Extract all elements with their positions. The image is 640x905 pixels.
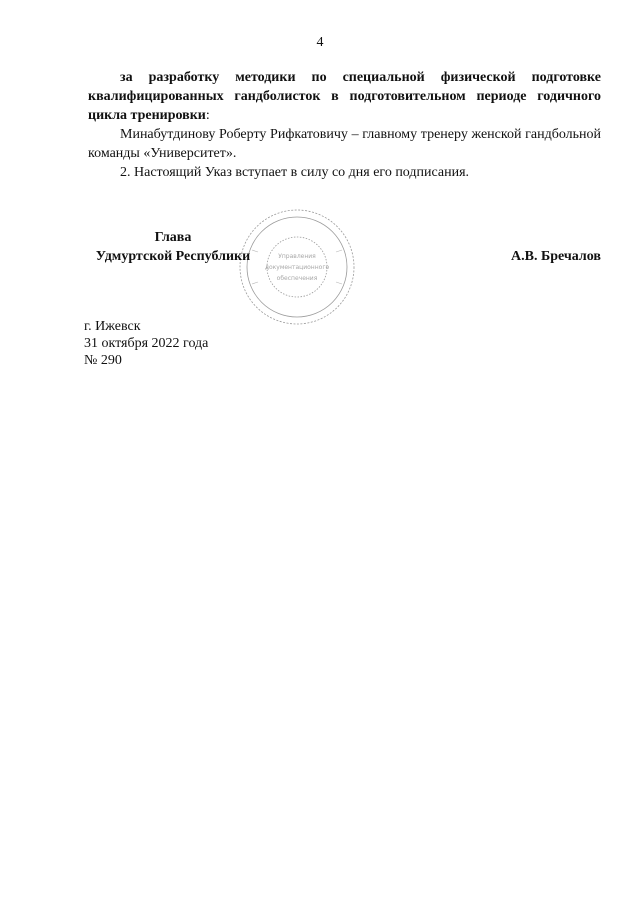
svg-text:обеспечения: обеспечения <box>276 275 318 282</box>
signatory-title <box>88 228 258 266</box>
page-number: 4 <box>316 35 324 50</box>
award-lead-paragraph <box>88 68 601 125</box>
award-lead-bold: за разработку методики по специальной физической подготовке квалифицированных гандболисток в подготовительном периоде годичного цикла тренировки <box>88 70 601 123</box>
footer-city: г. Ижевск <box>84 319 141 334</box>
clause-2-paragraph: 2. Настоящий Указ вступает в силу со дня его подписания. <box>120 165 470 180</box>
signatory-title-line1: Глава <box>154 230 192 245</box>
decree-footer <box>84 318 208 369</box>
signatory-name: А.В. Бречалов <box>511 249 601 264</box>
signatory-title-line2: Удмуртской Республики <box>95 249 251 264</box>
svg-text:Управления: Управления <box>278 253 316 260</box>
footer-number: № 290 <box>84 353 122 368</box>
decree-body <box>88 68 601 182</box>
signature-block <box>88 228 601 278</box>
footer-date: 31 октября 2022 года <box>84 336 209 351</box>
award-lead-suffix: : <box>205 108 210 123</box>
awardee-paragraph: Минабутдинову Роберту Рифкатовичу – главному тренеру женской гандбольной команды «Университет». <box>88 127 601 161</box>
svg-text:документационного: документационного <box>264 264 330 271</box>
